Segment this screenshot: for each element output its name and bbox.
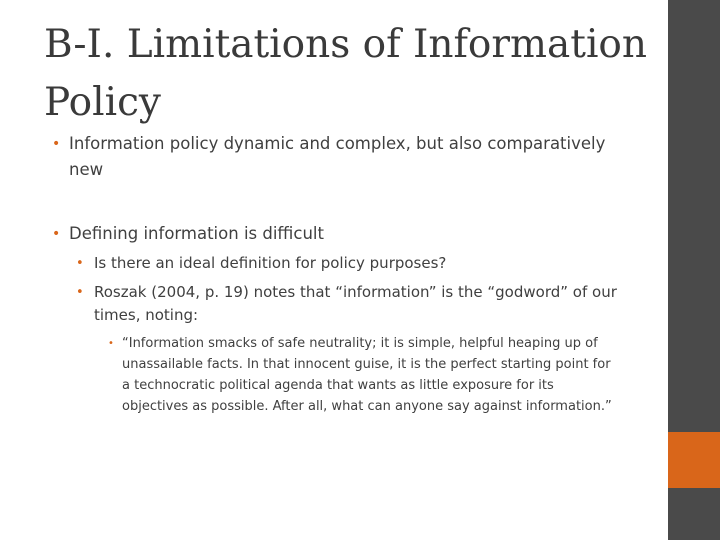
quote-bullet-item	[108, 333, 618, 417]
side-accent-block	[668, 432, 720, 488]
slide-title: B-I. Limitations of Information Policy	[44, 22, 648, 125]
bullet-item	[52, 131, 612, 183]
sub-bullet-item	[76, 252, 636, 275]
sub-bullet-marker: •	[76, 285, 84, 300]
bullet-marker: •	[52, 226, 61, 242]
bullet-text: Defining information is difficult	[69, 224, 324, 243]
sub-bullet-text: Is there an ideal definition for policy purposes?	[94, 254, 447, 272]
quote-bullet-marker: •	[108, 338, 114, 349]
sub-bullet-marker: •	[76, 256, 84, 271]
sub-bullet-text: Roszak (2004, p. 19) notes that “information” is the “godword” of our times, noting:	[94, 283, 617, 324]
bullet-text: Information policy dynamic and complex, but also comparatively new	[69, 134, 606, 179]
sub-bullet-item	[76, 281, 636, 327]
bullet-marker: •	[52, 136, 61, 152]
quote-text: “Information smacks of safe neutrality; it is simple, helpful heaping up of unassailable facts. In that innocent guise, it is the perfect starting point for a technocratic political agenda that wants as little exposure for its objectives as possible. After all, what can anyone say against information.”	[122, 336, 612, 414]
bullet-item	[52, 221, 612, 247]
